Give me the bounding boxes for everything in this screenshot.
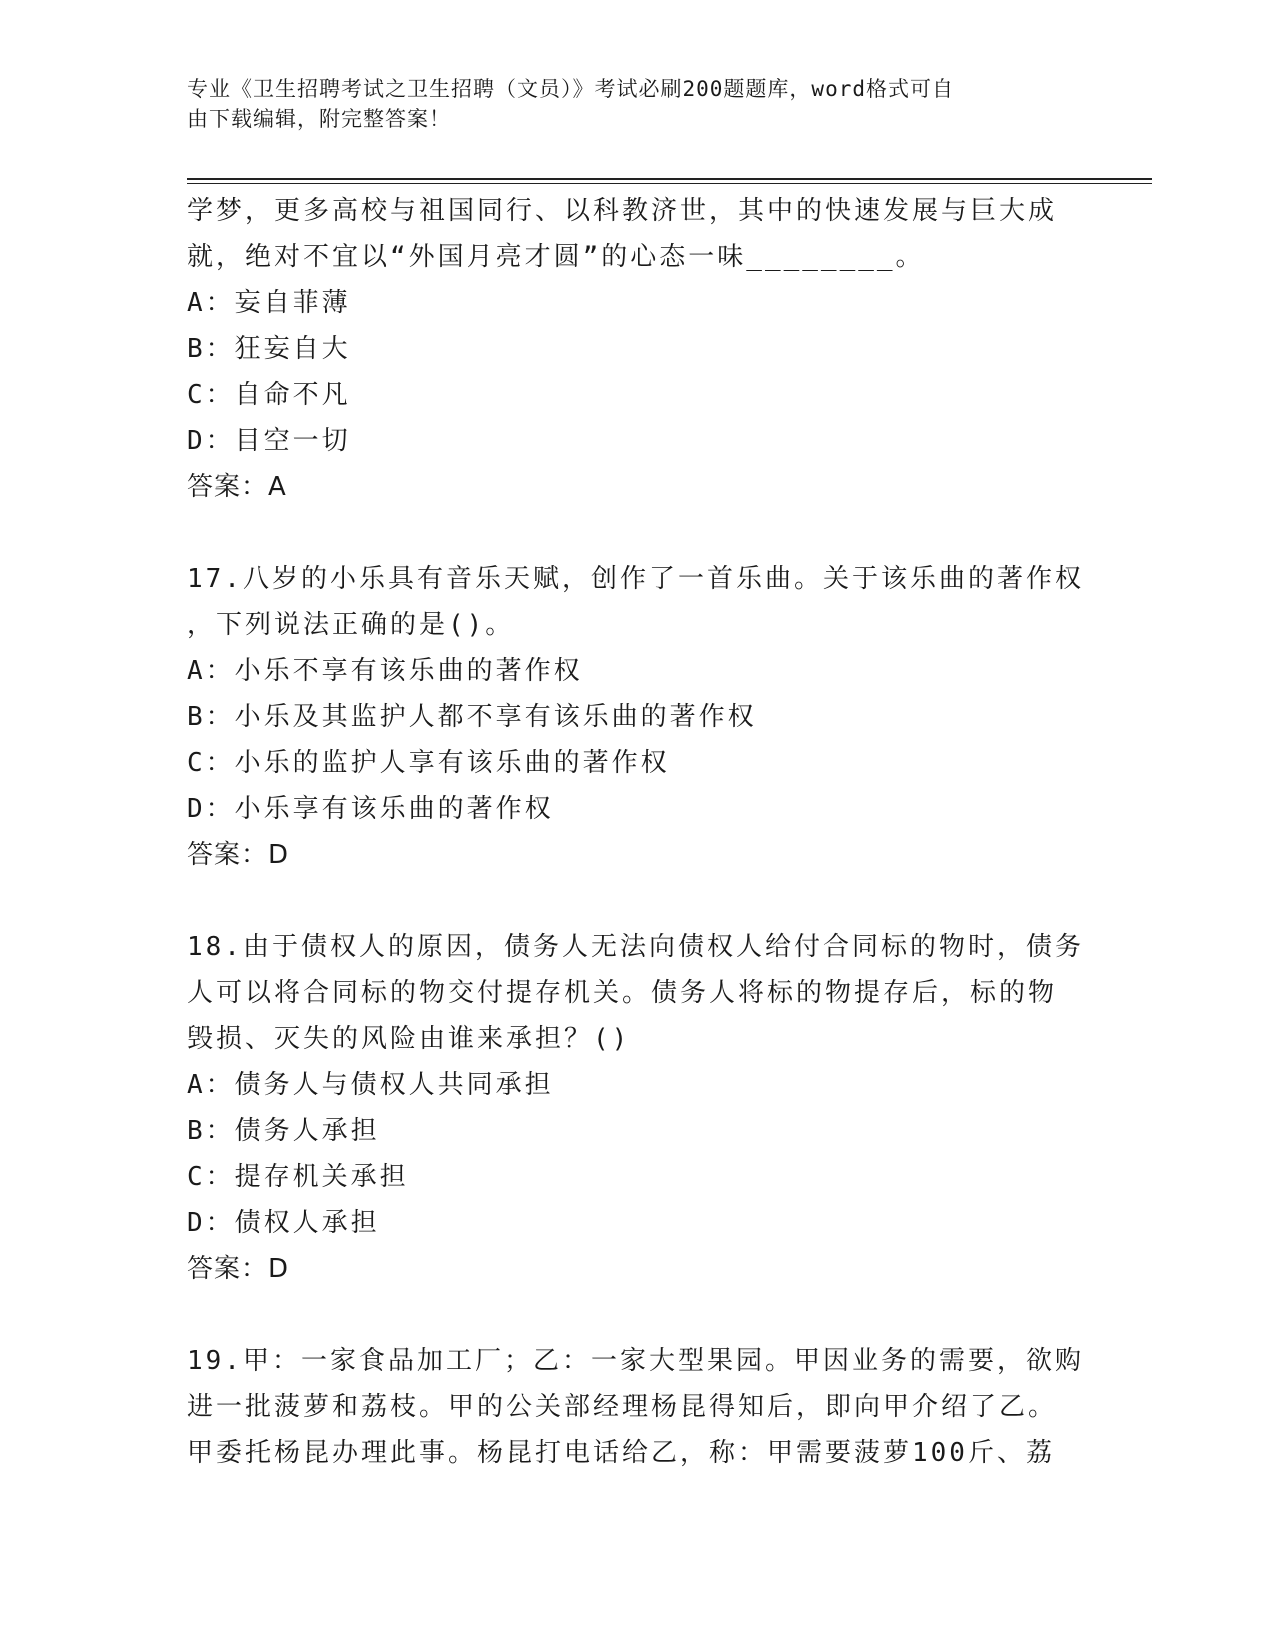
question-stem: 毁损、灭失的风险由谁来承担？() <box>187 1024 631 1054</box>
spacer <box>187 510 1087 556</box>
option-a: A：债务人与债权人共同承担 <box>187 1070 554 1100</box>
question-stem: 人可以将合同标的物交付提存机关。债务人将标的物提存后，标的物 <box>187 978 1058 1008</box>
question-stem: 进一批菠萝和荔枝。甲的公关部经理杨昆得知后，即向甲介绍了乙。 <box>187 1392 1058 1422</box>
question-stem: 19.甲：一家食品加工厂；乙：一家大型果园。甲因业务的需要，欲购 <box>187 1346 1084 1376</box>
option-b: B：债务人承担 <box>187 1116 380 1146</box>
question-stem: 18.由于债权人的原因，债务人无法向债权人给付合同标的物时，债务 <box>187 932 1084 962</box>
answer: 答案：D <box>187 1254 290 1284</box>
header-rule-thin <box>187 183 1152 184</box>
question-list <box>187 188 1087 1476</box>
spacer <box>187 878 1087 924</box>
header-line-1: 专业《卫生招聘考试之卫生招聘（文员）》考试必刷200题题库，word格式可自 <box>187 77 954 101</box>
option-c: C：自命不凡 <box>187 380 351 410</box>
question-stem: 学梦，更多高校与祖国同行、以科教济世，其中的快速发展与巨大成 <box>187 196 1058 226</box>
option-a: A：小乐不享有该乐曲的著作权 <box>187 656 583 686</box>
option-c: C：提存机关承担 <box>187 1162 409 1192</box>
document-header <box>187 74 1087 134</box>
spacer <box>187 1292 1087 1338</box>
option-b: B：小乐及其监护人都不享有该乐曲的著作权 <box>187 702 757 732</box>
header-rule-thick <box>187 178 1152 180</box>
question-stem: 就，绝对不宜以“外国月亮才圆”的心态一味________。 <box>187 242 925 272</box>
question-16 <box>187 188 1087 510</box>
question-17 <box>187 556 1087 878</box>
option-c: C：小乐的监护人享有该乐曲的著作权 <box>187 748 670 778</box>
question-18 <box>187 924 1087 1292</box>
question-19 <box>187 1338 1087 1476</box>
option-d: D：目空一切 <box>187 426 351 456</box>
question-stem: 甲委托杨昆办理此事。杨昆打电话给乙，称：甲需要菠萝100斤、荔 <box>187 1438 1055 1468</box>
option-b: B：狂妄自大 <box>187 334 351 364</box>
answer: 答案：D <box>187 840 290 870</box>
question-stem: 17.八岁的小乐具有音乐天赋，创作了一首乐曲。关于该乐曲的著作权 <box>187 564 1084 594</box>
option-d: D：债权人承担 <box>187 1208 380 1238</box>
option-a: A：妄自菲薄 <box>187 288 351 318</box>
option-d: D：小乐享有该乐曲的著作权 <box>187 794 554 824</box>
answer: 答案：A <box>187 472 287 502</box>
question-stem: ，下列说法正确的是()。 <box>187 610 515 640</box>
header-line-2: 由下载编辑，附完整答案！ <box>187 107 451 131</box>
